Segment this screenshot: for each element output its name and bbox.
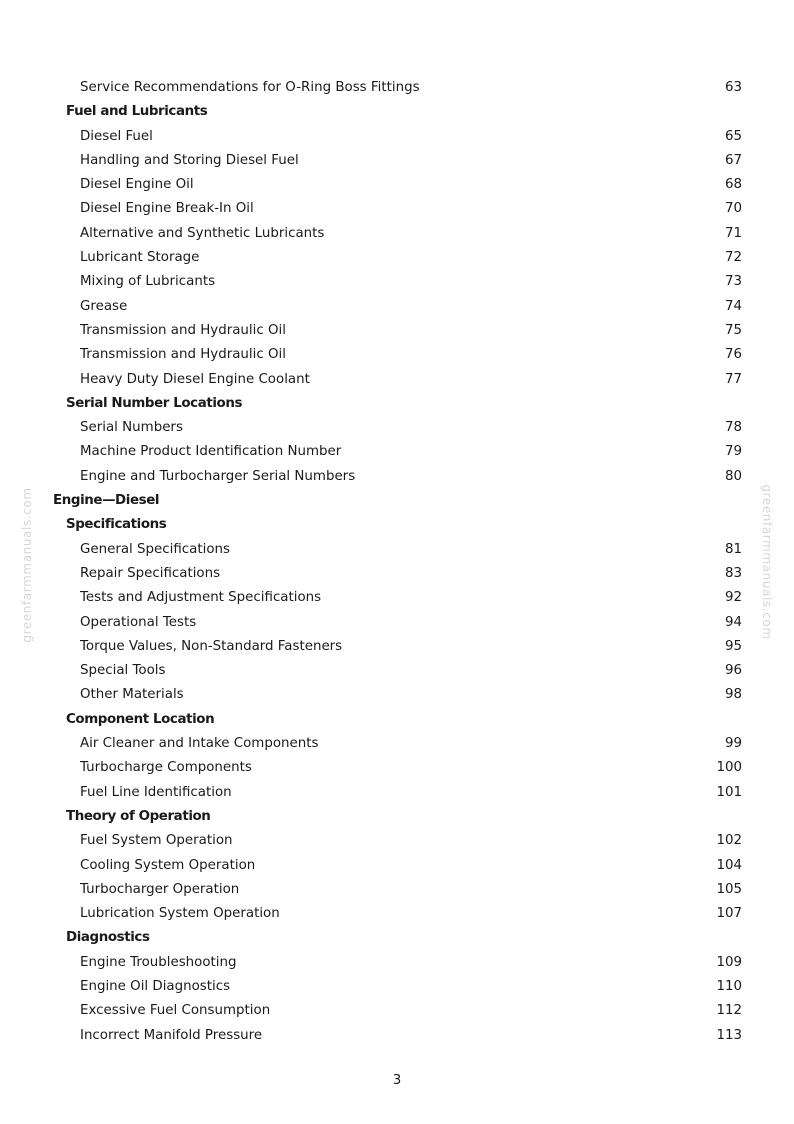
- toc-page-number: 112: [716, 1003, 742, 1019]
- toc-page-number: 68: [724, 177, 742, 193]
- toc-entry[interactable]: [0, 586, 794, 610]
- toc-entry-title: Fuel System Operation: [80, 833, 233, 849]
- toc-entry-title: Transmission and Hydraulic Oil: [80, 322, 286, 338]
- toc-page-number: 67: [724, 152, 742, 168]
- toc-page-number: 63: [724, 80, 742, 95]
- toc-page-number: 83: [724, 565, 742, 581]
- toc-entry-title: Diesel Fuel: [80, 128, 153, 144]
- toc-entry[interactable]: [0, 343, 794, 367]
- toc-section: [0, 708, 794, 732]
- toc-entry-title: Machine Product Identification Number: [80, 444, 342, 460]
- toc-page-number: 70: [724, 201, 742, 217]
- toc-entry[interactable]: [0, 125, 794, 149]
- toc-page-number: 73: [724, 274, 742, 290]
- toc-page-number: 107: [716, 906, 742, 922]
- toc-entry[interactable]: [0, 1024, 794, 1048]
- toc-page-number: 110: [716, 978, 742, 994]
- toc-section: [0, 392, 794, 416]
- toc-entry-title: Lubricant Storage: [80, 250, 200, 266]
- toc-page-number: 105: [716, 881, 742, 897]
- toc-page-number: 95: [724, 638, 742, 654]
- toc-page-number: 79: [724, 444, 742, 460]
- toc-section-title: Diagnostics: [66, 930, 150, 946]
- toc-entry-title: General Specifications: [80, 541, 230, 557]
- toc-entry[interactable]: [0, 659, 794, 683]
- toc-entry[interactable]: [0, 465, 794, 489]
- toc-entry[interactable]: [0, 197, 794, 221]
- toc-entry[interactable]: [0, 611, 794, 635]
- toc-entry-title: Turbocharger Operation: [80, 881, 240, 897]
- toc-entry-title: Engine and Turbocharger Serial Numbers: [80, 468, 356, 484]
- toc-section-title: Theory of Operation: [66, 808, 211, 824]
- toc-page-number: 72: [724, 250, 742, 266]
- toc-entry[interactable]: [0, 781, 794, 805]
- toc-entry-title: Incorrect Manifold Pressure: [80, 1027, 263, 1043]
- toc-entry-title: Transmission and Hydraulic Oil: [80, 347, 286, 363]
- toc-entry-title: Tests and Adjustment Specifications: [80, 590, 322, 606]
- toc-entry[interactable]: [0, 562, 794, 586]
- toc-entry-title: Grease: [80, 298, 128, 314]
- toc-section: [0, 100, 794, 124]
- toc-entry[interactable]: [0, 149, 794, 173]
- toc-entry[interactable]: [0, 295, 794, 319]
- toc-page-number: 81: [724, 541, 742, 557]
- toc-entry[interactable]: [0, 878, 794, 902]
- toc-entry[interactable]: [0, 173, 794, 197]
- toc-entry-title: Turbocharge Components: [80, 760, 252, 776]
- toc-page-number: 96: [724, 663, 742, 679]
- toc-entry-title: Service Recommendations for O-Ring Boss Fittings: [80, 80, 420, 95]
- toc-page-number: 75: [724, 322, 742, 338]
- toc-entry-title: Excessive Fuel Consumption: [80, 1003, 271, 1019]
- toc-section: [0, 513, 794, 537]
- toc-page-number: 71: [724, 225, 742, 241]
- watermark-left: greenfarmmanuals.com: [20, 487, 34, 643]
- toc-page-number: 98: [724, 687, 742, 703]
- toc-entry[interactable]: [0, 368, 794, 392]
- toc-entry-title: Handling and Storing Diesel Fuel: [80, 152, 299, 168]
- toc-entry[interactable]: [0, 440, 794, 464]
- table-of-contents: [0, 76, 794, 1048]
- toc-page-number: 74: [724, 298, 742, 314]
- watermark-right: greenfarmmanuals.com: [760, 484, 774, 640]
- toc-page-number: 99: [724, 736, 742, 752]
- toc-page-number: 80: [724, 468, 742, 484]
- toc-entry-title: Air Cleaner and Intake Components: [80, 736, 319, 752]
- toc-entry[interactable]: [0, 538, 794, 562]
- toc-entry[interactable]: [0, 951, 794, 975]
- toc-entry-title: Engine Troubleshooting: [80, 954, 237, 970]
- toc-entry-title: Alternative and Synthetic Lubricants: [80, 225, 325, 241]
- toc-section-title: Component Location: [66, 711, 215, 727]
- toc-page-number: 101: [716, 784, 742, 800]
- toc-page-number: 109: [716, 954, 742, 970]
- toc-page-number: 65: [724, 128, 742, 144]
- toc-page-number: 78: [724, 420, 742, 436]
- toc-entry[interactable]: [0, 999, 794, 1023]
- toc-entry-title: Heavy Duty Diesel Engine Coolant: [80, 371, 310, 387]
- toc-entry[interactable]: [0, 246, 794, 270]
- toc-page-number: 113: [716, 1027, 742, 1043]
- toc-entry-title: Diesel Engine Break-In Oil: [80, 201, 254, 217]
- toc-entry[interactable]: [0, 635, 794, 659]
- toc-entry-title: Mixing of Lubricants: [80, 274, 216, 290]
- toc-section-title: Serial Number Locations: [66, 395, 243, 411]
- toc-entry[interactable]: [0, 829, 794, 853]
- toc-section: [0, 805, 794, 829]
- toc-page-number: 94: [724, 614, 742, 630]
- toc-entry[interactable]: [0, 270, 794, 294]
- toc-entry[interactable]: [0, 854, 794, 878]
- toc-page-number: 92: [724, 590, 742, 606]
- toc-page-number: 102: [716, 833, 742, 849]
- toc-entry-title: Cooling System Operation: [80, 857, 256, 873]
- toc-entry-title: Operational Tests: [80, 614, 197, 630]
- toc-entry-title: Diesel Engine Oil: [80, 177, 194, 193]
- toc-page-number: 104: [716, 857, 742, 873]
- toc-chapter: [0, 489, 794, 513]
- toc-section-title: Fuel and Lubricants: [66, 104, 208, 120]
- toc-entry[interactable]: [0, 416, 794, 440]
- toc-entry-title: Serial Numbers: [80, 420, 183, 436]
- toc-entry[interactable]: [0, 732, 794, 756]
- toc-entry-title: Engine Oil Diagnostics: [80, 978, 231, 994]
- toc-entry-title: Lubrication System Operation: [80, 906, 280, 922]
- toc-page-number: 77: [724, 371, 742, 387]
- toc-section: [0, 926, 794, 950]
- toc-entry[interactable]: [0, 756, 794, 780]
- toc-section-title: Specifications: [66, 517, 167, 533]
- toc-entry[interactable]: [0, 975, 794, 999]
- toc-entry[interactable]: [0, 222, 794, 246]
- toc-page-number: 76: [724, 347, 742, 363]
- toc-entry[interactable]: [0, 319, 794, 343]
- toc-chapter-title: Engine—Diesel: [53, 493, 160, 509]
- toc-entry-title: Other Materials: [80, 687, 184, 703]
- page-number: 3: [392, 1073, 402, 1088]
- toc-entry-title: Torque Values, Non-Standard Fasteners: [80, 638, 343, 654]
- toc-entry-title: Fuel Line Identification: [80, 784, 232, 800]
- toc-page-number: 100: [716, 760, 742, 776]
- toc-entry[interactable]: [0, 902, 794, 926]
- toc-entry[interactable]: [0, 76, 794, 100]
- toc-entry-title: Special Tools: [80, 663, 166, 679]
- toc-entry[interactable]: [0, 683, 794, 707]
- toc-entry-title: Repair Specifications: [80, 565, 221, 581]
